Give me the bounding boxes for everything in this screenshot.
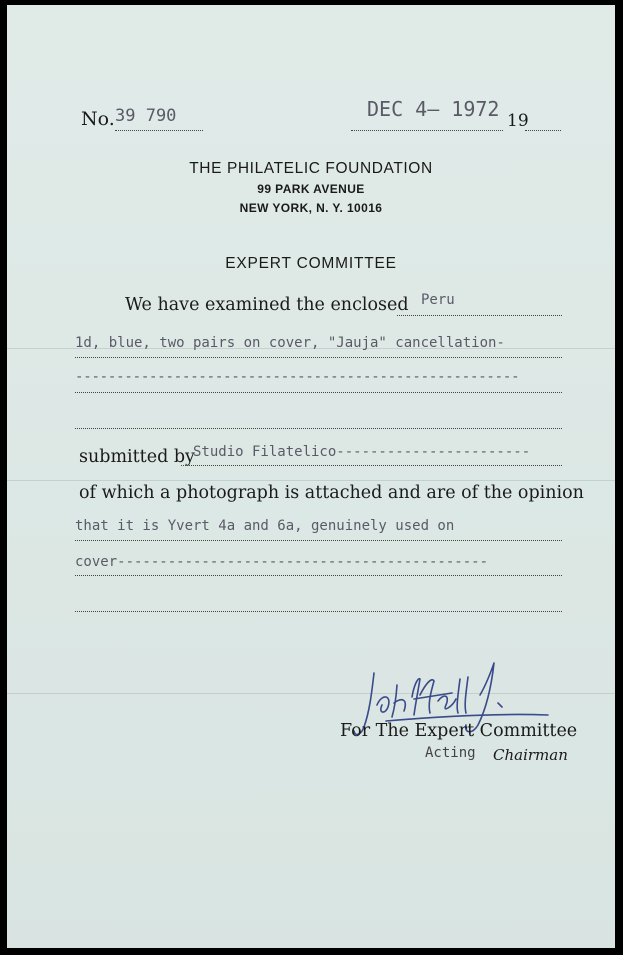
description-underline <box>75 357 562 358</box>
blank-underline <box>75 428 562 429</box>
number-underline <box>115 130 203 131</box>
description-dash-line: ------------------------------------------------------ <box>75 369 520 385</box>
opinion-line-2: cover-------------------------------------------- <box>75 554 489 570</box>
opinion-statement: of which a photograph is attached and are of the opinion <box>79 483 584 503</box>
certificate-sheet <box>7 5 615 948</box>
certificate-date: DEC 4— 1972 <box>367 97 500 121</box>
certificate-number-label: No. <box>81 108 115 130</box>
for-committee-text: For The Expert Committee <box>340 721 578 741</box>
acting-label: Acting <box>425 745 476 761</box>
certificate-number-value: 39 790 <box>115 106 177 126</box>
blank-underline <box>75 611 562 612</box>
fold-line <box>7 480 615 481</box>
submitter-underline <box>181 465 562 466</box>
blank-underline <box>75 392 562 393</box>
submitted-by-label: submitted by <box>79 447 195 467</box>
stamp-description: 1d, blue, two pairs on cover, "Jauja" cancellation- <box>75 335 505 351</box>
organization-address-line1: 99 PARK AVENUE <box>257 182 365 196</box>
opinion-underline-2 <box>75 575 562 576</box>
year-underline <box>525 130 561 131</box>
examined-item: Peru <box>421 292 455 308</box>
organization-name: THE PHILATELIC FOUNDATION <box>189 160 433 177</box>
opinion-line-1: that it is Yvert 4a and 6a, genuinely used on <box>75 518 455 534</box>
item-underline <box>397 315 562 316</box>
date-underline <box>351 130 503 131</box>
submitter-name: Studio Filatelico----------------------- <box>193 444 531 460</box>
committee-title: EXPERT COMMITTEE <box>225 255 397 272</box>
opinion-underline-1 <box>75 540 562 541</box>
examined-statement: We have examined the enclosed <box>125 295 409 315</box>
year-prefix: 19 <box>507 111 529 131</box>
organization-address-line2: NEW YORK, N. Y. 10016 <box>239 201 383 215</box>
chairman-title: Chairman <box>493 746 568 764</box>
